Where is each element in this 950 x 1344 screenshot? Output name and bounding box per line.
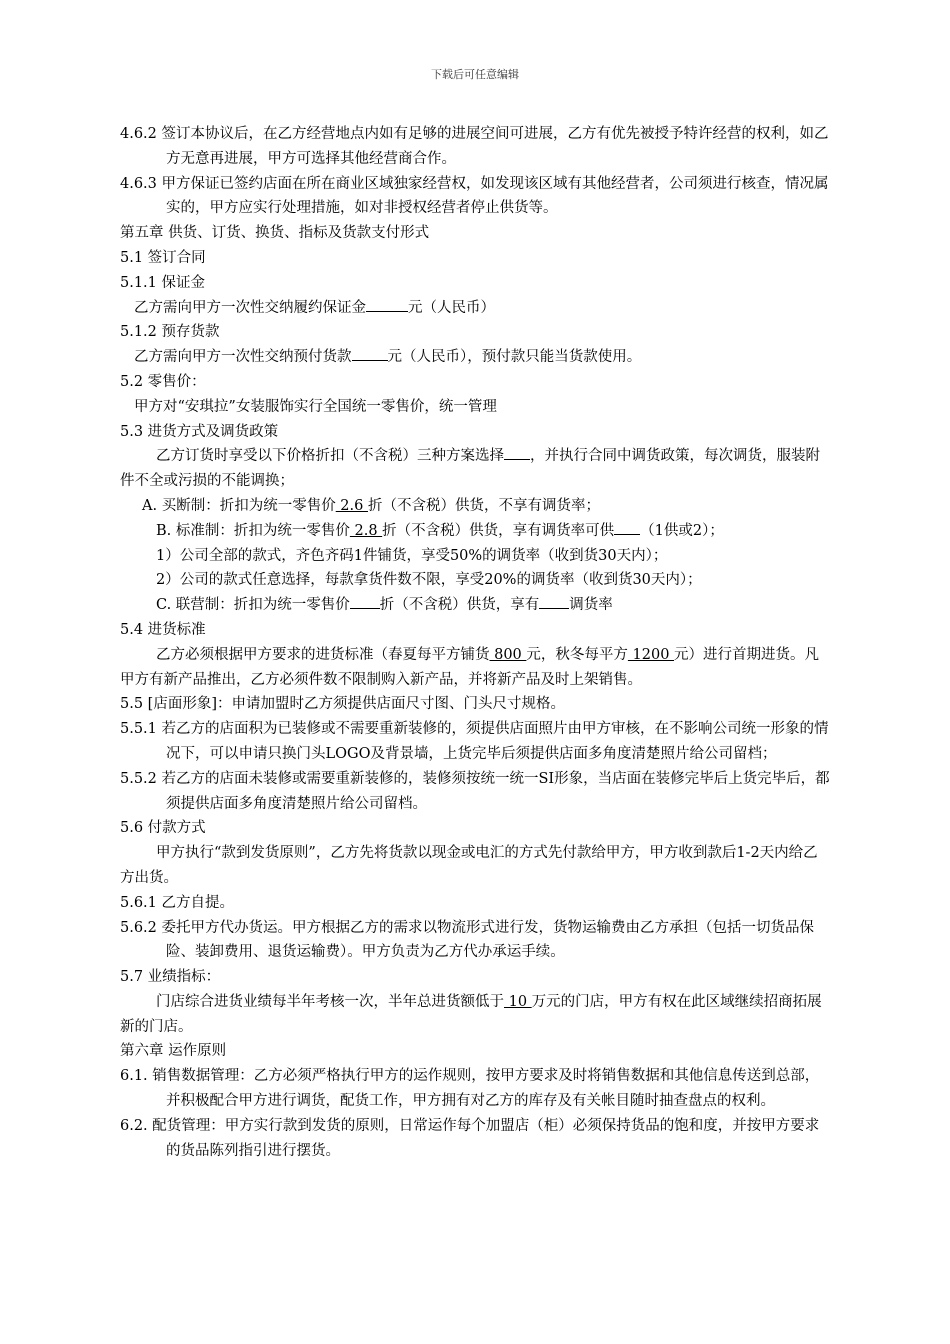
option-b-item-2: 2）公司的款式任意选择，每款拿货件数不限，享受20%的调货率（收到货30天内）； xyxy=(156,572,702,589)
section-5-1: 5.1 签订合同 xyxy=(120,249,206,266)
option-b-discount: 2.8 xyxy=(349,522,383,539)
section-5-1-1: 5.1.1 保证金 xyxy=(120,274,206,291)
section-5-5: 5.5 [店面形象]：申请加盟时乙方须提供店面尺寸图、门头尺寸规格。 xyxy=(120,696,565,713)
purchase-policy-text-1: 乙方订货时享受以下价格折扣（不含税）三种方案选择 xyxy=(156,448,504,465)
page-header: 下载后可任意编辑 xyxy=(431,68,519,81)
document-body xyxy=(120,122,830,1163)
section-5-2: 5.2 零售价： xyxy=(120,373,206,390)
autumn-winter-value: 1200 xyxy=(627,646,675,663)
section-5-5-2: 5.5.2 若乙方的店面未装修或需要重新装修的，装修须按统一统一SI形象，当店面在装修完毕后上货完毕后，都须提供店面多角度清楚照片给公司留档。 xyxy=(120,770,830,812)
clause-4-6-3: 4.6.3 甲方保证已签约店面在所在商业区域独家经营权，如发现该区域有其他经营者，公司须进行核查，情况属实的，甲方应实行处理措施，如对非授权经营者停止供货等。 xyxy=(120,175,829,217)
section-6-1: 6.1. 销售数据管理：乙方必须严格执行甲方的运作规则，按甲方要求及时将销售数据和其他信息传送到总部，并积极配合甲方进行调货，配货工作，甲方拥有对乙方的库存及有关帐目随时抽查盘点的权利。 xyxy=(120,1068,820,1110)
option-b-text-1: B. 标准制：折扣为统一零售价 xyxy=(156,522,350,539)
spring-summary-value: 800 xyxy=(489,646,527,663)
deposit-unit: 元（人民币） xyxy=(408,299,495,316)
purchase-standard xyxy=(120,643,830,693)
option-b-text-3: （1供或2）； xyxy=(640,522,724,539)
option-c-blank-2 xyxy=(539,593,569,609)
section-5-6-2: 5.6.2 委托甲方代办货运。甲方根据乙方的需求以物流形式进行发，货物运输费由乙方承担（包括一切货品保险、装卸费用、退货运输费）。甲方负责为乙方代办承运手续。 xyxy=(120,919,814,961)
deposit-blank xyxy=(366,296,408,312)
performance-text-2: 万元的门店，甲方有权在此区域继续招商拓展新的门店。 xyxy=(120,993,822,1035)
retail-price-text: 甲方对“安琪拉”女装服饰实行全国统一零售价，统一管理 xyxy=(134,398,497,415)
section-5-5-1: 5.5.1 若乙方的店面积为已装修或不需要重新装修的，须提供店面照片由甲方审核，在不影响公司统一形象的情况下，可以申请只换门头LOGO及背景墙，上货完毕后须提供店面多角度清楚照片给公司留档； xyxy=(120,721,829,762)
option-b xyxy=(120,519,830,544)
section-5-6: 5.6 付款方式 xyxy=(120,820,206,837)
prepayment-line xyxy=(120,345,830,370)
option-b-blank xyxy=(614,519,640,535)
section-5-3: 5.3 进货方式及调货政策 xyxy=(120,423,279,440)
prepayment-text: 乙方需向甲方一次性交纳预付货款 xyxy=(134,349,352,366)
deposit-line xyxy=(120,296,830,321)
purchase-standard-text-3: 元）进行首期进货。凡甲方有新产品推出，乙方必须件数不限制购入新产品，并将新产品及时上架销售。 xyxy=(120,646,820,688)
purchase-standard-text-2: 元，秋冬每平方 xyxy=(526,646,628,663)
section-5-7: 5.7 业绩指标： xyxy=(120,969,221,986)
option-b-text-2: 折（不含税）供货，享有调货率可供 xyxy=(382,522,615,539)
performance-threshold: 10 xyxy=(504,993,532,1010)
section-5-6-1: 5.6.1 乙方自提。 xyxy=(120,894,235,911)
prepayment-blank xyxy=(352,345,388,361)
option-a-discount: 2.6 xyxy=(335,497,368,514)
option-c xyxy=(120,593,830,618)
option-c-blank-1 xyxy=(350,593,380,609)
section-5-1-2: 5.1.2 预存货款 xyxy=(120,324,220,341)
prepayment-unit: 元（人民币），预付款只能当货款使用。 xyxy=(387,349,642,366)
performance-text xyxy=(120,990,830,1040)
option-c-text-2: 折（不含税）供货，享有 xyxy=(379,597,540,614)
option-c-text-3: 调货率 xyxy=(569,597,613,614)
clause-4-6-2: 4.6.2 签订本协议后，在乙方经营地点内如有足够的进展空间可进展，乙方有优先被授予特许经营的权利，如乙方无意再进展，甲方可选择其他经营商合作。 xyxy=(120,126,829,167)
option-c-text-1: C. 联营制：折扣为统一零售价 xyxy=(156,597,350,614)
option-b-item-1: 1）公司全部的款式，齐色齐码1件铺货，享受50%的调货率（收到货30天内）； xyxy=(156,547,668,564)
payment-text: 甲方执行“款到发货原则”，乙方先将货款以现金或电汇的方式先付款给甲方，甲方收到款后1-2天内给乙方出货。 xyxy=(120,845,818,886)
purchase-standard-text-1: 乙方必须根据甲方要求的进货标准（春夏每平方铺货 xyxy=(156,646,490,663)
scheme-blank xyxy=(504,444,530,460)
chapter-6-heading: 第六章 运作原则 xyxy=(120,1043,227,1060)
chapter-5-heading: 第五章 供货、订货、换货、指标及货款支付形式 xyxy=(120,225,430,242)
option-a-text-2: 折（不含税）供货，不享有调货率； xyxy=(367,497,600,514)
purchase-policy-text-2: ，并执行合同中调货政策，每次调货，服装附件不全或污损的不能调换； xyxy=(120,448,820,490)
purchase-policy xyxy=(120,444,830,494)
deposit-text: 乙方需向甲方一次性交纳履约保证金 xyxy=(134,299,366,316)
performance-text-1: 门店综合进货业绩每半年考核一次，半年总进货额低于 xyxy=(156,993,504,1010)
section-6-2: 6.2. 配货管理：甲方实行款到发货的原则，日常运作每个加盟店（柜）必须保持货品的饱和度，并按甲方要求的货品陈列指引进行摆货。 xyxy=(120,1117,820,1159)
option-a-text-1: A. 买断制：折扣为统一零售价 xyxy=(142,497,336,514)
section-5-4: 5.4 进货标准 xyxy=(120,621,206,638)
option-a xyxy=(120,494,830,519)
